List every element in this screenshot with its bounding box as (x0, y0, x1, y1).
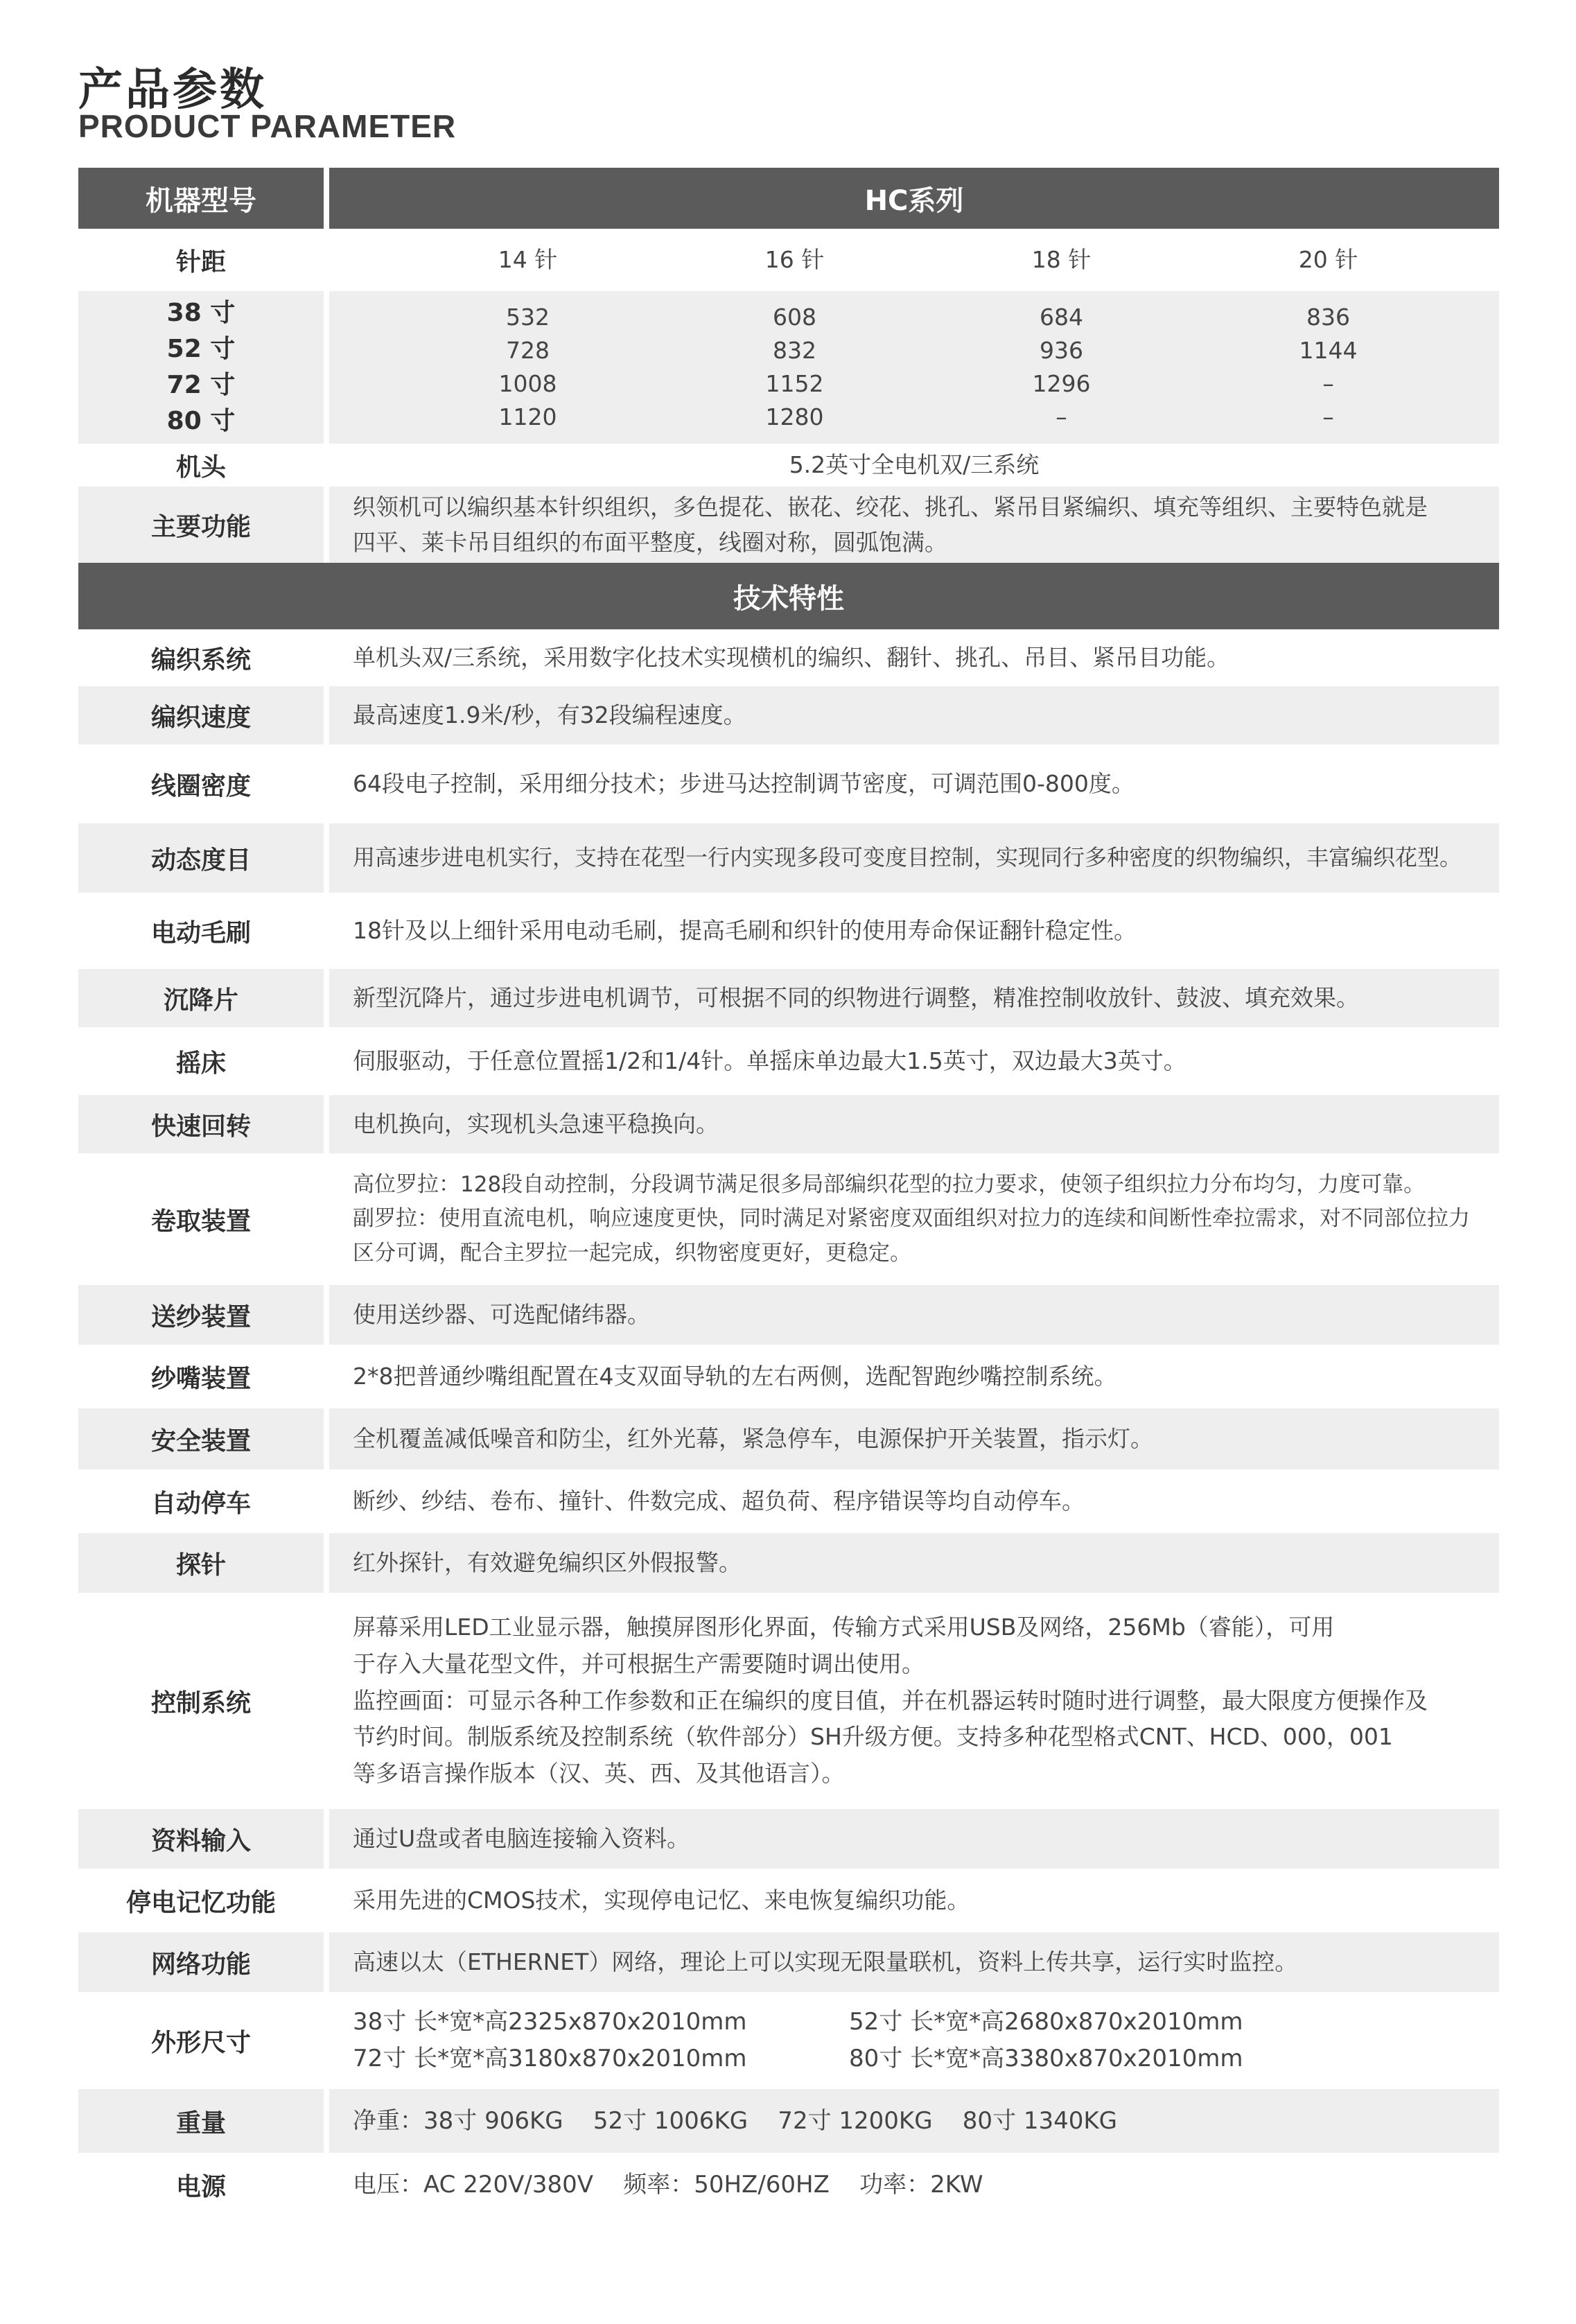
feature-text: 18针及以上细针采用电动毛刷，提高毛刷和织针的使用寿命保证翻针稳定性。 (329, 893, 1499, 969)
feature-label: 资料输入 (78, 1809, 329, 1869)
feature-row (78, 1932, 1499, 1992)
size-value: 936 (1040, 337, 1083, 365)
feature-row (78, 1869, 1499, 1932)
weight-text: 净重：38寸 906KG 52寸 1006KG 72寸 1200KG 80寸 1340KG (329, 2089, 1499, 2153)
feature-row (78, 969, 1499, 1027)
size-values-row (353, 301, 1476, 334)
page-title: 产品参数 (78, 64, 267, 116)
takeup-label: 卷取装置 (78, 1153, 329, 1285)
dimension-item: 80寸 长*宽*高3380x870x2010mm (849, 2045, 1243, 2072)
model-label: 机器型号 (78, 168, 329, 229)
size-label: 72 寸 (166, 371, 236, 399)
feature-text: 通过U盘或者电脑连接输入资料。 (329, 1809, 1499, 1869)
feature-label: 编织速度 (78, 686, 329, 744)
power-label: 电源 (78, 2153, 329, 2217)
feature-text: 64段电子控制，采用细分技术；步进马达控制调节密度，可调范围0-800度。 (329, 744, 1499, 823)
gauge-value: 16 针 (764, 246, 825, 274)
feature-label: 探针 (78, 1533, 329, 1593)
feature-label: 快速回转 (78, 1095, 329, 1153)
feature-row (78, 1095, 1499, 1153)
gauge-label: 针距 (78, 229, 329, 291)
feature-text: 红外探针，有效避免编织区外假报警。 (329, 1533, 1499, 1593)
sizes-row (78, 291, 1499, 444)
power-row (78, 2153, 1499, 2217)
feature-label: 沉降片 (78, 969, 329, 1027)
main-function-label: 主要功能 (78, 487, 329, 563)
spec-table (78, 168, 1499, 2217)
gauge-value: 18 针 (1031, 246, 1092, 274)
feature-row (78, 1533, 1499, 1593)
feature-row (78, 823, 1499, 893)
size-values-row (353, 334, 1476, 367)
feature-text: 用高速步进电机实行，支持在花型一行内实现多段可变度目控制，实现同行多种密度的织物编织，丰富编织花型。 (329, 823, 1499, 893)
takeup-row (78, 1153, 1499, 1285)
control-row (78, 1593, 1499, 1809)
weight-label: 重量 (78, 2089, 329, 2153)
size-values-row (353, 401, 1476, 434)
feature-label: 编织系统 (78, 629, 329, 686)
feature-label: 动态度目 (78, 823, 329, 893)
size-value: 1152 (765, 370, 824, 397)
feature-text: 使用送纱器、可选配储纬器。 (329, 1285, 1499, 1345)
feature-label: 停电记忆功能 (78, 1869, 329, 1932)
feature-row (78, 893, 1499, 969)
feature-text: 2*8把普通纱嘴组配置在4支双面导轨的左右两侧，选配智跑纱嘴控制系统。 (329, 1345, 1499, 1408)
main-function-line: 四平、莱卡吊目组织的布面平整度，线圈对称，圆弧饱满。 (353, 529, 947, 556)
feature-text: 最高速度1.9米/秒，有32段编程速度。 (329, 686, 1499, 744)
tech-section-header (78, 563, 1499, 629)
size-label: 38 寸 (166, 298, 236, 327)
feature-text: 单机头双/三系统，采用数字化技术实现横机的编织、翻针、挑孔、吊目、紧吊目功能。 (329, 629, 1499, 686)
takeup-line: 区分可调，配合主罗拉一起完成，织物密度更好，更稳定。 (353, 1240, 911, 1266)
power-text: 电压：AC 220V/380V 频率：50HZ/60HZ 功率：2KW (329, 2153, 1499, 2217)
feature-label: 安全装置 (78, 1408, 329, 1469)
size-value: 1120 (498, 403, 557, 430)
control-line: 屏幕采用LED工业显示器，触摸屏图形化界面，传输方式采用USB及网络，256Mb（睿能），可用 (353, 1614, 1335, 1641)
feature-row (78, 1345, 1499, 1408)
size-value: – (1056, 403, 1067, 430)
size-values-row (353, 367, 1476, 401)
feature-label: 网络功能 (78, 1932, 329, 1992)
size-value: 608 (773, 304, 816, 331)
tech-section-title: 技术特性 (78, 563, 1499, 629)
feature-text: 伺服驱动，于任意位置摇1/2和1/4针。单摇床单边最大1.5英寸，双边最大3英寸。 (329, 1027, 1499, 1095)
dimension-item: 52寸 长*宽*高2680x870x2010mm (849, 2008, 1243, 2036)
size-value: 532 (506, 304, 550, 331)
model-value: HC系列 (329, 168, 1499, 229)
size-value: 684 (1040, 304, 1083, 331)
feature-row (78, 1408, 1499, 1469)
dimension-item: 72寸 长*宽*高3180x870x2010mm (353, 2045, 747, 2072)
takeup-line: 高位罗拉：128段自动控制，分段调节满足很多局部编织花型的拉力要求，使领子组织拉力分布均匀，力度可靠。 (353, 1171, 1426, 1197)
size-value: 728 (506, 337, 550, 365)
size-label: 80 寸 (166, 407, 236, 436)
feature-label: 电动毛刷 (78, 893, 329, 969)
head-label: 机头 (78, 444, 329, 487)
main-function-row (78, 487, 1499, 563)
control-line: 等多语言操作版本（汉、英、西、及其他语言）。 (353, 1760, 845, 1788)
model-row (78, 168, 1499, 229)
feature-label: 纱嘴装置 (78, 1345, 329, 1408)
feature-text: 断纱、纱结、卷布、撞针、件数完成、超负荷、程序错误等均自动停车。 (329, 1469, 1499, 1533)
feature-row (78, 1469, 1499, 1533)
feature-row (78, 686, 1499, 744)
dimension-item: 38寸 长*宽*高2325x870x2010mm (353, 2008, 747, 2036)
feature-text: 高速以太（ETHERNET）网络，理论上可以实现无限量联机，资料上传共享，运行实时监控。 (329, 1932, 1499, 1992)
feature-row (78, 1809, 1499, 1869)
size-label: 52 寸 (166, 334, 236, 363)
feature-row (78, 629, 1499, 686)
dimensions-row (78, 1992, 1499, 2089)
gauge-row (78, 229, 1499, 291)
page-subtitle: PRODUCT PARAMETER (78, 108, 457, 144)
feature-row (78, 1285, 1499, 1345)
size-value: 836 (1306, 304, 1350, 331)
feature-row (78, 744, 1499, 823)
feature-text: 采用先进的CMOS技术，实现停电记忆、来电恢复编织功能。 (329, 1869, 1499, 1932)
size-value: – (1322, 370, 1334, 397)
size-value: 1280 (765, 403, 824, 430)
size-value: 832 (773, 337, 816, 365)
feature-text: 新型沉降片，通过步进电机调节，可根据不同的织物进行调整，精准控制收放针、鼓波、填充效果。 (329, 969, 1499, 1027)
head-row (78, 444, 1499, 487)
feature-text: 全机覆盖减低噪音和防尘，红外光幕，紧急停车，电源保护开关装置，指示灯。 (329, 1408, 1499, 1469)
feature-label: 摇床 (78, 1027, 329, 1095)
size-value: – (1322, 403, 1334, 430)
head-value: 5.2英寸全电机双/三系统 (329, 444, 1499, 487)
feature-row (78, 1027, 1499, 1095)
control-label: 控制系统 (78, 1593, 329, 1809)
gauge-value: 20 针 (1298, 246, 1358, 274)
size-value: 1296 (1032, 370, 1091, 397)
dimensions-label: 外形尺寸 (78, 1992, 329, 2089)
control-line: 于存入大量花型文件，并可根据生产需要随时调出使用。 (353, 1650, 925, 1677)
gauge-value: 14 针 (498, 246, 558, 274)
feature-label: 送纱装置 (78, 1285, 329, 1345)
feature-text: 电机换向，实现机头急速平稳换向。 (329, 1095, 1499, 1153)
weight-row (78, 2089, 1499, 2153)
control-line: 监控画面：可显示各种工作参数和正在编织的度目值，并在机器运转时随时进行调整，最大限度方便操作及 (353, 1686, 1428, 1714)
feature-label: 自动停车 (78, 1469, 329, 1533)
size-value: 1144 (1299, 337, 1358, 365)
feature-label: 线圈密度 (78, 744, 329, 823)
size-value: 1008 (498, 370, 557, 397)
main-function-line: 织领机可以编织基本针织组织，多色提花、嵌花、绞花、挑孔、紧吊目紧编织、填充等组织、主要特色就是 (353, 493, 1428, 521)
control-line: 节约时间。制版系统及控制系统（软件部分）SH升级方便。支持多种花型格式CNT、HCD、000，001 (353, 1723, 1393, 1751)
takeup-line: 副罗拉：使用直流电机，响应速度更快，同时满足对紧密度双面组织对拉力的连续和间断性牵拉需求，对不同部位拉力 (353, 1206, 1470, 1232)
